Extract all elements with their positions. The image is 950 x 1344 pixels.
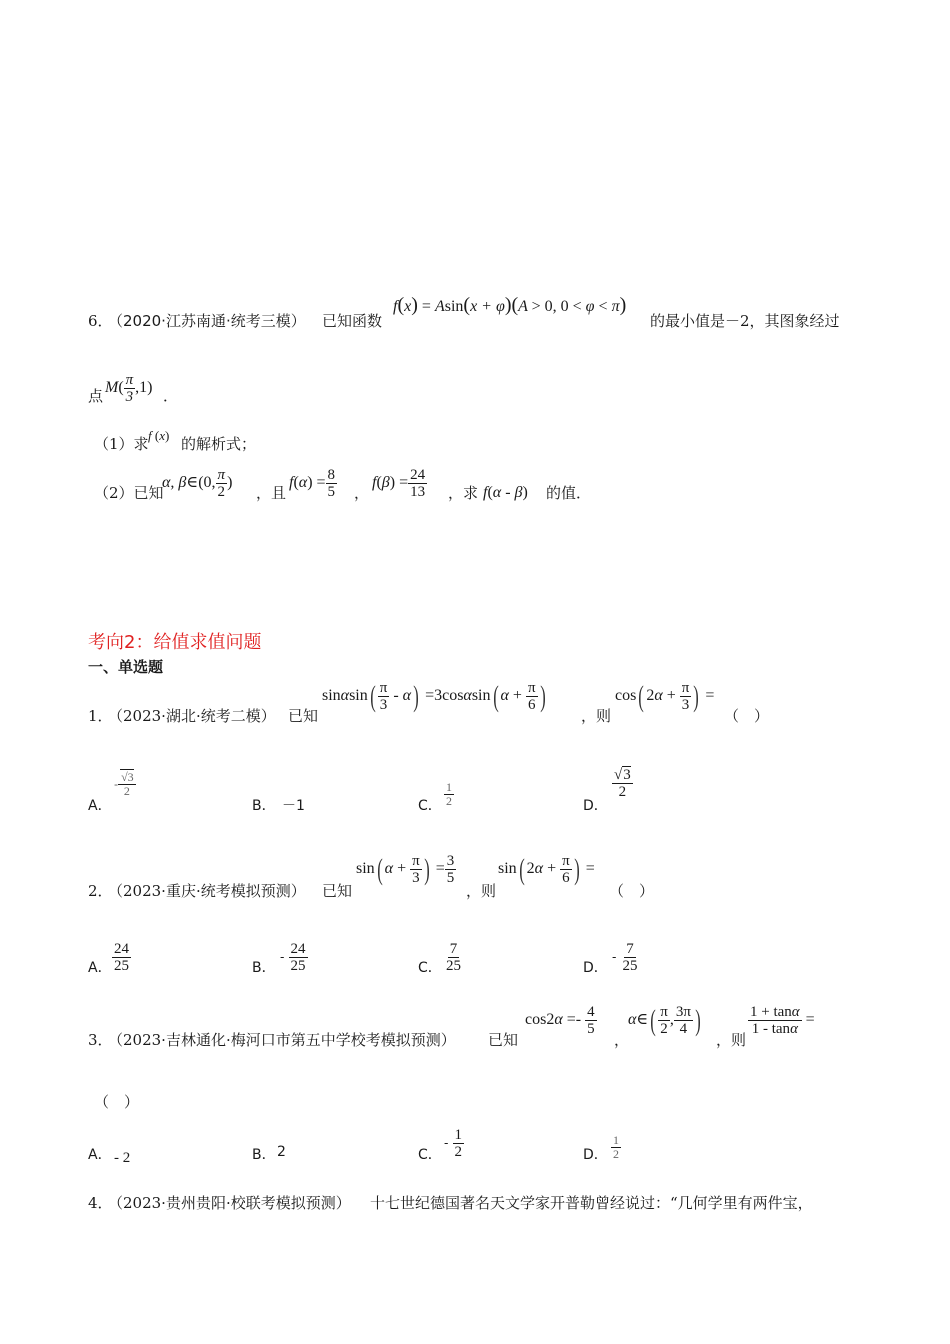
- q3-option-a-label: A．: [88, 1147, 112, 1163]
- q3-option-c-label: C．: [418, 1147, 442, 1163]
- q1-option-d-label: D．: [583, 798, 608, 814]
- q1-intro: 已知: [288, 707, 319, 725]
- q6-part2-fa: f(α) = $\frac{8}{5}$: [289, 467, 336, 500]
- q6-number: 6．: [88, 312, 113, 330]
- q3-given1: cos2α =- $\frac{4}{5}$: [525, 1004, 595, 1037]
- q3-option-b-label: B．: [252, 1147, 276, 1163]
- q1-given: sinαsin( $\frac{\pi}{3}$ - α) =3cosαsin( α + $\frac{\pi}{6}$ ): [322, 679, 546, 713]
- q2-option-a-value: $\frac{24}{25}$: [114, 941, 129, 974]
- q3-option-a-value: - 2: [114, 1150, 131, 1166]
- q1-option-a-label: A．: [88, 798, 112, 814]
- q1-option-c-label: C．: [418, 798, 442, 814]
- section-subheading: 一、单选题: [88, 658, 164, 676]
- q2-number: 2．: [88, 882, 113, 900]
- q4-source: （2023·贵州贵阳·校联考模拟预测）: [108, 1194, 351, 1212]
- q1-option-a-value: - $\frac{√3}{2}$: [114, 770, 134, 798]
- q2-option-a-label: A．: [88, 960, 112, 976]
- q6-part2-tail: 的值．: [546, 484, 592, 502]
- q2-source: （2023·重庆·统考模拟预测）: [108, 882, 306, 900]
- q2-option-d-value: - $\frac{7}{25}$: [612, 941, 638, 974]
- q6-source: （2020·江苏南通·统考三模）: [108, 312, 306, 330]
- q3-option-b-value: 2: [277, 1144, 286, 1160]
- q1-option-c-value: $\frac{1}{2}$: [446, 780, 452, 808]
- q6-part1-fx: f (x): [148, 428, 170, 443]
- q1-blank: （ ）: [724, 707, 770, 725]
- q6-formula: f(x) = Asin(x + φ)(A > 0, 0 < φ < π): [393, 294, 627, 316]
- q6-part2-vars: α, β∈(0, $\frac{\pi}{2}$ ): [162, 467, 233, 500]
- q4-text: 十七世纪德国著名天文学家开普勒曾经说过：“几何学里有两件宝，: [370, 1194, 813, 1212]
- q2-option-d-label: D．: [583, 960, 608, 976]
- q3-option-d-label: D．: [583, 1147, 608, 1163]
- q3-option-d-value: $\frac{1}{2}$: [613, 1133, 619, 1161]
- q2-ask: sin( 2α + $\frac{\pi}{6}$ ) =: [498, 852, 595, 886]
- q3-given2: α∈( $\frac{\pi}{2}$ , $\frac{3\pi}{4}$ ): [628, 1003, 701, 1037]
- q2-option-b-value: - $\frac{24}{25}$: [280, 941, 306, 974]
- q6-part2-label: （2）已知: [94, 484, 164, 502]
- q3-ask: $\frac{1 + \tan\alpha}{1 - \tan\alpha}$ =: [750, 1004, 815, 1037]
- q6-part1-tail: 的解析式；: [181, 435, 257, 453]
- q6-tail: 的最小值是－2，其图象经过: [650, 312, 840, 330]
- q1-ask: cos( 2α + $\frac{\pi}{3}$ ) =: [615, 679, 715, 713]
- q3-option-c-value: - $\frac{1}{2}$: [444, 1127, 463, 1160]
- q3-intro: 已知: [488, 1031, 519, 1049]
- q2-option-c-label: C．: [418, 960, 442, 976]
- q3-then: ，则: [716, 1031, 747, 1049]
- q3-number: 3．: [88, 1031, 113, 1049]
- q4-number: 4．: [88, 1194, 113, 1212]
- q6-part1-label: （1）求: [94, 435, 149, 453]
- q2-option-b-label: B．: [252, 960, 276, 976]
- q2-given: sin( α + $\frac{\pi}{3}$ ) = $\frac{3}{5}$: [356, 852, 455, 886]
- q6-line2-prefix: 点: [88, 387, 104, 405]
- q2-intro: 已知: [322, 882, 353, 900]
- q6-part2-and: ，且: [256, 484, 287, 502]
- q6-point-M: M( $\frac{\pi}{3}$ ,1): [105, 372, 153, 405]
- q1-option-b-value: －1: [282, 798, 305, 814]
- q1-number: 1．: [88, 707, 113, 725]
- q3-blank: （ ）: [94, 1093, 140, 1111]
- q2-then: ，则: [466, 882, 497, 900]
- q1-option-b-label: B．: [252, 798, 276, 814]
- section-heading: 考向2：给值求值问题: [88, 632, 262, 653]
- q2-option-c-value: $\frac{7}{25}$: [446, 941, 461, 974]
- q6-line2-end: ．: [163, 387, 179, 405]
- q6-intro: 已知函数: [322, 312, 383, 330]
- q1-source: （2023·湖北·统考二模）: [108, 707, 276, 725]
- q3-source: （2023·吉林通化·梅河口市第五中学校考模拟预测）: [108, 1031, 456, 1049]
- q3-comma: ，: [614, 1031, 630, 1049]
- q1-then: ，则: [581, 707, 612, 725]
- q1-option-d-value: $\frac{√3}{2}$: [614, 767, 631, 800]
- q6-part2-target: f(α - β): [483, 484, 528, 501]
- q6-part2-ask: ，求: [448, 484, 479, 502]
- q6-part2-fb: f(β) = $\frac{24}{13}$: [372, 467, 426, 500]
- q2-blank: （ ）: [609, 882, 655, 900]
- q6-part2-comma: ，: [354, 484, 370, 502]
